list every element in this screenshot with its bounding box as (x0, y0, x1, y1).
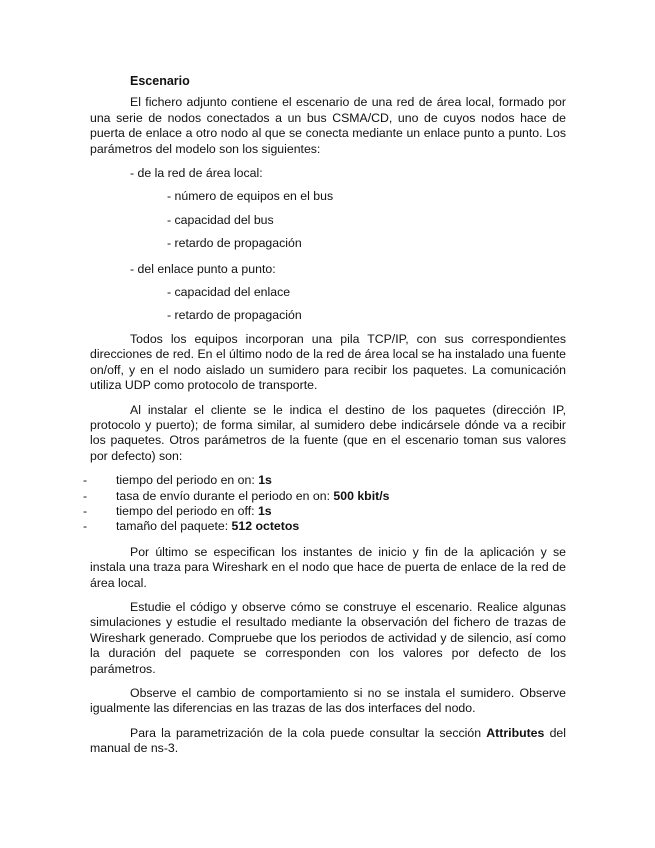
list-item (83, 503, 566, 519)
list-item (83, 473, 566, 488)
attributes-term: Attributes (486, 725, 545, 740)
paragraph-tcpip: Todos los equipos incorporan una pila TCP/IP, con sus correspondientes direcciones de red. En el último nodo de la red de área local se ha instalado una fuente on/off, y en el nodo aislado un sumidero para recibir los paquetes. La comunicación utiliza UDP como protocolo de transporte. (90, 331, 566, 393)
parameter-value: 500 kbit/s (333, 488, 390, 503)
parameter-label: tamaño del paquete: (116, 519, 232, 534)
parameter-value: 1s (257, 503, 272, 518)
section-title: Escenario (130, 74, 190, 88)
parameter-label: tiempo del periodo en off: (116, 503, 258, 518)
paragraph-estudie: Estudie el código y observe cómo se construye el escenario. Realice algunas simulaciones y estudie el resultado mediante la observación del fichero de trazas de Wireshark generado. Compruebe que los periodos de actividad y de silencio, así como la duración del paquete se corresponden con los valores por defecto de los parámetros. (90, 599, 566, 676)
bullet-dash: - (83, 488, 88, 503)
lan-item-equipos: - número de equipos en el bus (167, 189, 334, 204)
paragraph-cliente: Al instalar el cliente se le indica el destino de los paquetes (dirección IP, protocolo y puerto); de forma similar, al sumidero debe indicársele dónde va a recibir los paquetes. Otros parámetros de la fuente (que en el escenario toman sus valores por defecto) son: (90, 402, 566, 463)
paragraph-parametrizacion (90, 726, 566, 757)
p2p-item-retardo: - retardo de propagación (167, 308, 302, 323)
paragraph-intro: El fichero adjunto contiene el escenario de una red de área local, formado por una serie de nodos conectados a un bus CSMA/CD, uno de cuyos nodos hace de puerta de enlace a otro nodo al que se conecta mediante un enlace punto a punto. Los parámetros del modelo son los siguientes: (90, 95, 566, 156)
document-body (83, 74, 566, 766)
para7-before: Para la parametrización de la cola puede consultar la sección (130, 725, 487, 740)
parameter-label: tasa de envío durante el periodo en on: (116, 488, 334, 503)
p2p-heading: - del enlace punto a punto: (130, 261, 276, 276)
list-item (83, 519, 566, 534)
bullet-dash: - (83, 519, 88, 534)
parameter-value: 1s (258, 473, 272, 488)
lan-item-retardo: - retardo de propagación (167, 236, 302, 251)
paragraph-sumidero: Observe el cambio de comportamiento si no se instala el sumidero. Observe igualmente las diferencias en las trazas de las dos interfaces del nodo. (90, 686, 566, 716)
lan-heading: - de la red de área local: (130, 166, 263, 181)
bullet-dash: - (83, 473, 88, 488)
p2p-item-capacidad: - capacidad del enlace (167, 285, 291, 300)
parameter-value: 512 octetos (231, 519, 300, 534)
para7-after: del manual de ns-3. (90, 725, 566, 756)
bullet-dash: - (83, 503, 88, 518)
list-item (83, 488, 566, 504)
parameter-list (83, 473, 566, 535)
parameter-label: tiempo del periodo en on: (116, 473, 259, 488)
paragraph-traza: Por último se especifican los instantes de inicio y fin de la aplicación y se instala una traza para Wireshark en el nodo que hace de puerta de enlace de la red de área local. (90, 544, 566, 590)
lan-item-capacidad: - capacidad del bus (167, 212, 274, 227)
